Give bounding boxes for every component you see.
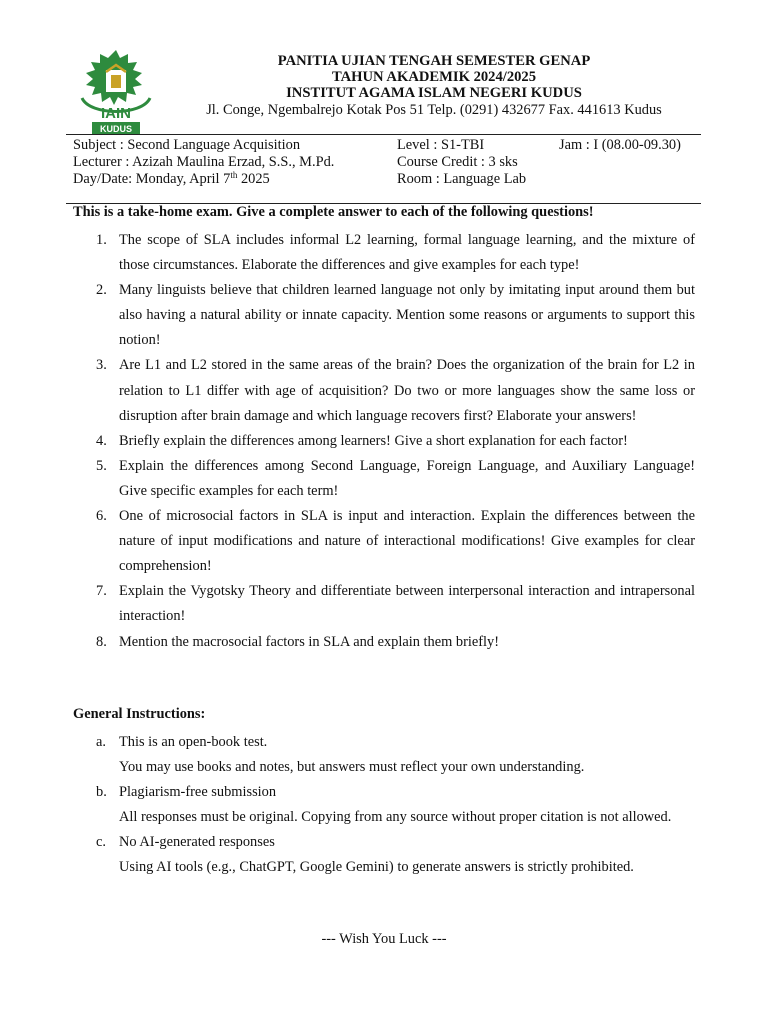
closing-note: --- Wish You Luck ---: [321, 931, 447, 947]
question-item: 2. Many linguists believe that children learned language not only by imitating input around them but also having a natural ability or innate capacity. Mention some reasons or arguments to support this notion!: [96, 282, 695, 349]
question-item: 4. Briefly explain the differences among learners! Give a short explanation for each factor!: [96, 432, 628, 449]
question-item: 8. Mention the macrosocial factors in SLA and explain them briefly!: [96, 633, 500, 650]
instruction-item: c. No AI-generated responses Using AI tools (e.g., ChatGPT, Google Gemini) to generate answers is strictly prohibited.: [96, 834, 634, 876]
header-institution: INSTITUT AGAMA ISLAM NEGERI KUDUS: [286, 85, 582, 101]
info-room: Room : Language Lab: [397, 171, 527, 187]
question-item: 7. Explain the Vygotsky Theory and differentiate between interpersonal interaction and intrapersonal interaction!: [96, 583, 695, 625]
general-instructions-title: General Instructions:: [73, 706, 206, 722]
header-address: Jl. Conge, Ngembalrejo Kotak Pos 51 Telp. (0291) 432677 Fax. 441613 Kudus: [206, 102, 662, 118]
info-subject: Subject : Second Language Acquisition: [73, 137, 301, 153]
question-item: 3. Are L1 and L2 stored in the same areas of the brain? Does the organization of the brain for L2 in relation to L1 differ with age of acquisition? Do two or more languages show the same loss or disruption after brain damage and which language recovers first? Elaborate your answers!: [96, 357, 695, 424]
question-item: 6. One of microsocial factors in SLA is input and interaction. Explain the differences between the nature of input modifications and nature of interactional modifications! Give examples for clear comprehension!: [96, 508, 695, 575]
question-list: [73, 228, 695, 655]
logo-text: KUDUS: [99, 124, 133, 134]
info-credit: Course Credit : 3 sks: [397, 154, 518, 170]
header-academic-year: TAHUN AKADEMIK 2024/2025: [331, 69, 537, 85]
instruction-item: b. Plagiarism-free submission All responses must be original. Copying from any source without proper citation is not allowed.: [96, 784, 672, 826]
info-lecturer: Lecturer : Azizah Maulina Erzad, S.S., M.Pd.: [73, 154, 335, 170]
svg-text:IAIN: IAIN: [101, 105, 131, 122]
general-instructions-list: [73, 730, 695, 881]
header-divider: [66, 134, 701, 135]
question-item: 5. Explain the differences among Second Language, Foreign Language, and Auxiliary Language! Give specific examples for each term!: [96, 457, 695, 499]
info-date: Day/Date: Monday, April 7th 2025: [73, 170, 270, 187]
instruction-item: a. This is an open-book test. You may use books and notes, but answers must reflect your own understanding.: [96, 734, 585, 776]
exam-instructions: This is a take-home exam. Give a complete answer to each of the following questions!: [73, 204, 594, 220]
info-jam: Jam : I (08.00-09.30): [559, 137, 681, 153]
question-item: 1. The scope of SLA includes informal L2 learning, formal language learning, and the mixture of those circumstances. Elaborate the differences and give examples for each type!: [96, 232, 695, 274]
header-committee: PANITIA UJIAN TENGAH SEMESTER GENAP: [277, 53, 591, 69]
iain-kudus-logo-icon: [76, 48, 156, 136]
info-level: Level : S1-TBI: [397, 137, 485, 153]
